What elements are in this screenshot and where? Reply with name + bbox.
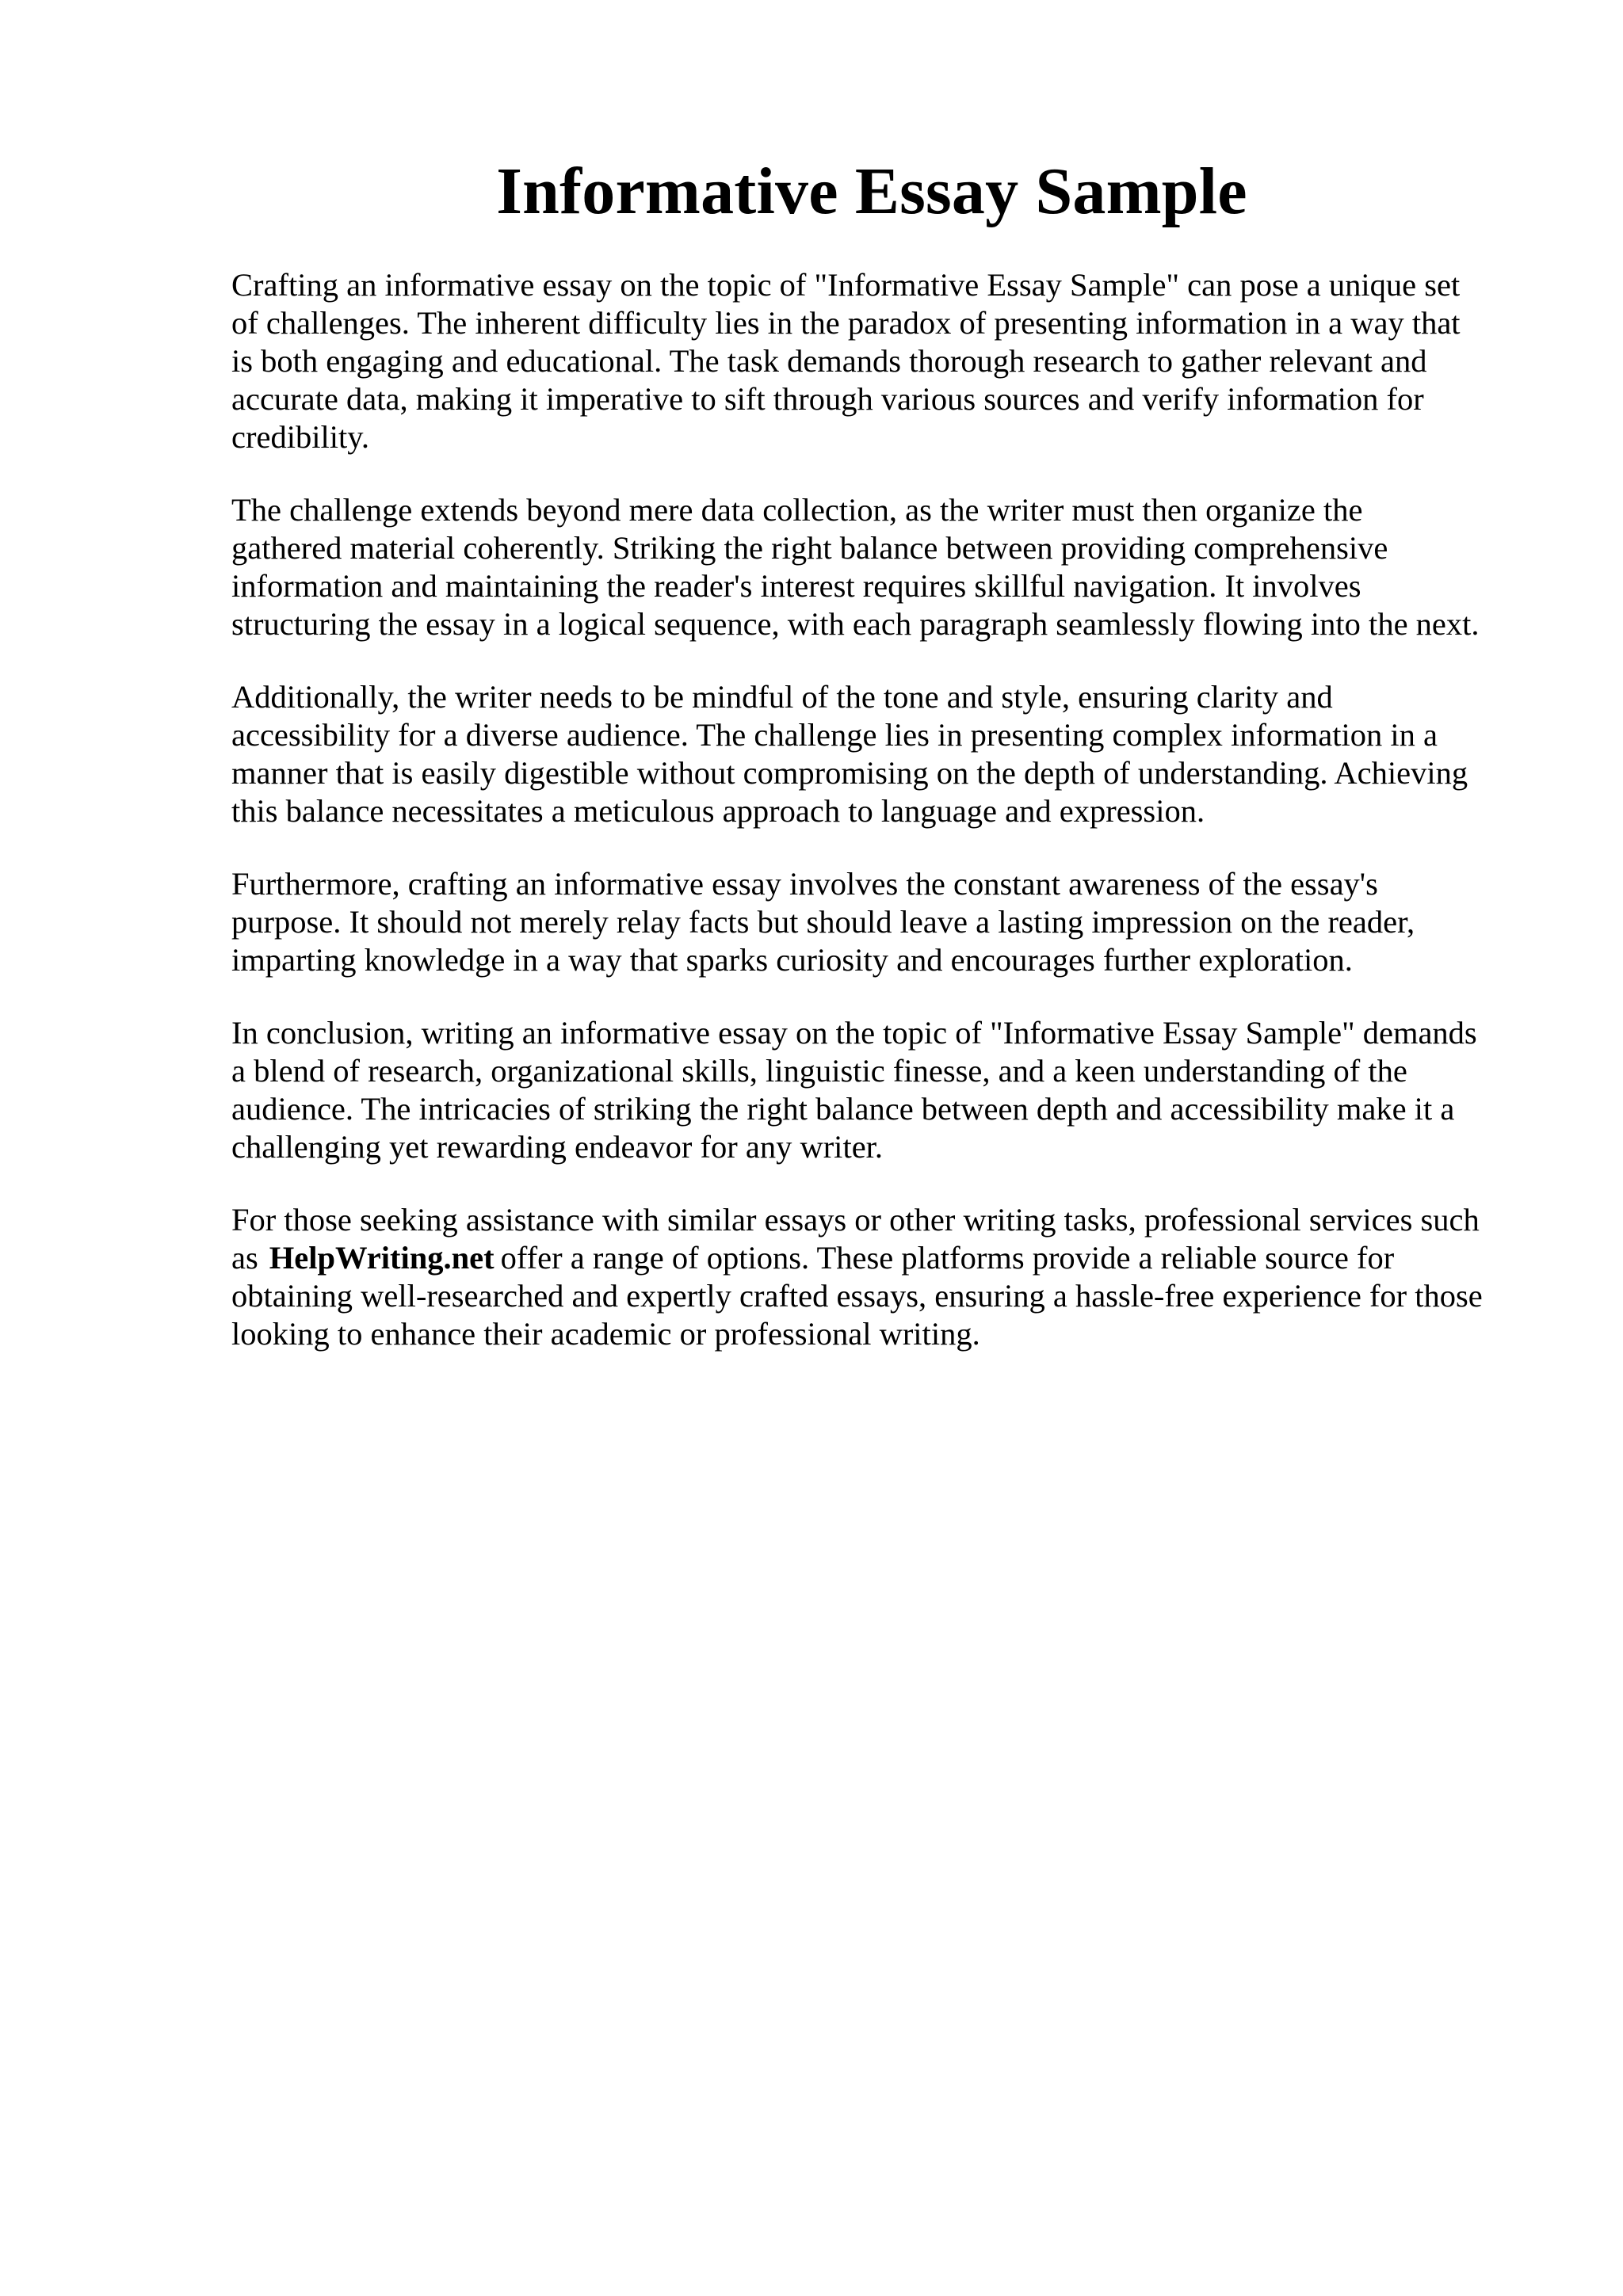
text-line-with-link: [231, 1239, 1531, 1277]
paragraph-3: [231, 678, 1531, 830]
text-line: a blend of research, organizational skills, linguistic finesse, and a keen understanding of the: [231, 1053, 1407, 1089]
paragraph-2: [231, 491, 1531, 643]
text-line: credibility.: [231, 419, 369, 455]
text-line: is both engaging and educational. The task demands thorough research to gather relevant and: [231, 343, 1427, 379]
paragraph-1: [231, 266, 1531, 456]
text-fragment: as: [231, 1240, 258, 1276]
text-line: Additionally, the writer needs to be mindful of the tone and style, ensuring clarity and: [231, 679, 1333, 715]
text-line: obtaining well-researched and expertly crafted essays, ensuring a hassle-free experience for those: [231, 1278, 1483, 1314]
helpwriting-link[interactable]: HelpWriting.net: [269, 1240, 495, 1276]
text-line: gathered material coherently. Striking the right balance between providing comprehensive: [231, 530, 1388, 566]
text-line: accessibility for a diverse audience. The challenge lies in presenting complex information in a: [231, 717, 1438, 753]
text-line: this balance necessitates a meticulous approach to language and expression.: [231, 793, 1205, 829]
text-line: structuring the essay in a logical sequence, with each paragraph seamlessly flowing into the next.: [231, 606, 1480, 642]
text-line: purpose. It should not merely relay facts but should leave a lasting impression on the reader,: [231, 904, 1415, 940]
text-line: challenging yet rewarding endeavor for any writer.: [231, 1129, 884, 1165]
paragraph-4: [231, 865, 1531, 979]
text-line: Furthermore, crafting an informative essay involves the constant awareness of the essay's: [231, 866, 1378, 902]
text-fragment: offer a range of options. These platforms provide a reliable source for: [500, 1240, 1395, 1276]
closing-paragraph: [231, 1201, 1531, 1353]
text-line: audience. The intricacies of striking the right balance between depth and accessibility make it a: [231, 1091, 1455, 1127]
text-line: For those seeking assistance with similar essays or other writing tasks, professional services such: [231, 1202, 1480, 1238]
text-line: The challenge extends beyond mere data collection, as the writer must then organize the: [231, 492, 1363, 528]
text-line: looking to enhance their academic or professional writing.: [231, 1316, 980, 1352]
text-line: Crafting an informative essay on the topic of "Informative Essay Sample" can pose a unique set: [231, 267, 1461, 303]
text-line: of challenges. The inherent difficulty lies in the paradox of presenting information in a way that: [231, 305, 1461, 341]
text-line: manner that is easily digestible without compromising on the depth of understanding. Achieving: [231, 755, 1468, 791]
text-line: imparting knowledge in a way that sparks curiosity and encourages further exploration.: [231, 942, 1353, 978]
document-title: Informative Essay Sample: [496, 154, 1247, 228]
text-line: accurate data, making it imperative to sift through various sources and verify information for: [231, 381, 1424, 417]
document-body: [231, 266, 1531, 1388]
paragraph-5: [231, 1014, 1531, 1166]
text-line: In conclusion, writing an informative essay on the topic of "Informative Essay Sample" demands: [231, 1015, 1477, 1051]
text-line: information and maintaining the reader's interest requires skillful navigation. It involves: [231, 568, 1361, 604]
